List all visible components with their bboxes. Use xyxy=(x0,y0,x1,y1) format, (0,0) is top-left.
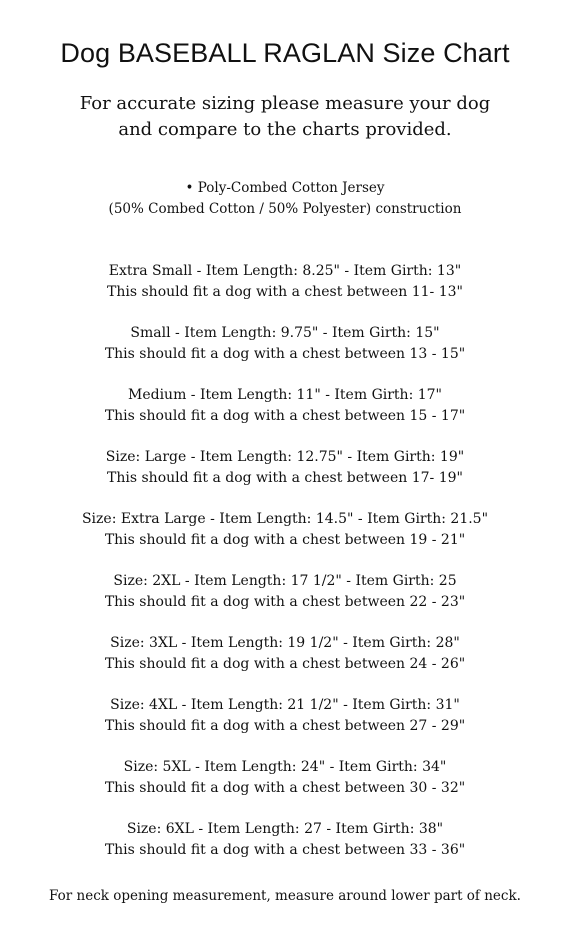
size-entry-3xl xyxy=(0,633,570,695)
size-spec: Size: 4XL - Item Length: 21 1/2" - Item Girth: 31" xyxy=(110,697,460,713)
size-spec: Size: Large - Item Length: 12.75" - Item Girth: 19" xyxy=(105,449,465,465)
size-spec: Size: Extra Large - Item Length: 14.5" - Item Girth: 21.5" xyxy=(81,511,489,527)
size-entry-4xl xyxy=(0,695,570,757)
size-entry-6xl xyxy=(0,819,570,881)
size-fit: This should fit a dog with a chest between 19 - 21" xyxy=(104,532,466,548)
neck-measurement-note: For neck opening measurement, measure around lower part of neck. xyxy=(49,888,521,904)
size-fit: This should fit a dog with a chest between 15 - 17" xyxy=(104,408,466,424)
material-line-2: (50% Combed Cotton / 50% Polyester) construction xyxy=(108,201,462,217)
size-entry-5xl xyxy=(0,757,570,819)
size-entry-extra-small xyxy=(0,261,570,323)
size-spec: Size: 2XL - Item Length: 17 1/2" - Item Girth: 25 xyxy=(113,573,457,589)
size-spec: Size: 5XL - Item Length: 24" - Item Girth: 34" xyxy=(123,759,447,775)
material-line-1: • Poly-Combed Cotton Jersey xyxy=(185,180,385,196)
size-spec: Size: 6XL - Item Length: 27 - Item Girth: 38" xyxy=(126,821,444,837)
size-list xyxy=(0,261,570,881)
size-fit: This should fit a dog with a chest between 13 - 15" xyxy=(104,346,466,362)
size-fit: This should fit a dog with a chest between 17- 19" xyxy=(107,470,463,486)
size-fit: This should fit a dog with a chest between 27 - 29" xyxy=(104,718,466,734)
size-spec: Medium - Item Length: 11" - Item Girth: 17" xyxy=(128,387,442,403)
size-spec: Size: 3XL - Item Length: 19 1/2" - Item Girth: 28" xyxy=(110,635,460,651)
size-fit: This should fit a dog with a chest between 30 - 32" xyxy=(104,780,466,796)
size-entry-medium xyxy=(0,385,570,447)
size-entry-large xyxy=(0,447,570,509)
size-entry-2xl xyxy=(0,571,570,633)
intro-text xyxy=(0,91,570,143)
size-fit: This should fit a dog with a chest between 11- 13" xyxy=(107,284,463,300)
size-fit: This should fit a dog with a chest between 22 - 23" xyxy=(104,594,466,610)
page-title: Dog BASEBALL RAGLAN Size Chart xyxy=(60,38,510,68)
size-fit: This should fit a dog with a chest between 24 - 26" xyxy=(104,656,466,672)
material-description xyxy=(0,178,570,220)
size-fit: This should fit a dog with a chest between 33 - 36" xyxy=(104,842,466,858)
intro-line-1: For accurate sizing please measure your dog xyxy=(79,93,491,114)
size-spec: Small - Item Length: 9.75" - Item Girth: 15" xyxy=(130,325,440,341)
intro-line-2: and compare to the charts provided. xyxy=(118,119,452,140)
size-entry-extra-large xyxy=(0,509,570,571)
size-entry-small xyxy=(0,323,570,385)
size-spec: Extra Small - Item Length: 8.25" - Item Girth: 13" xyxy=(108,263,462,279)
